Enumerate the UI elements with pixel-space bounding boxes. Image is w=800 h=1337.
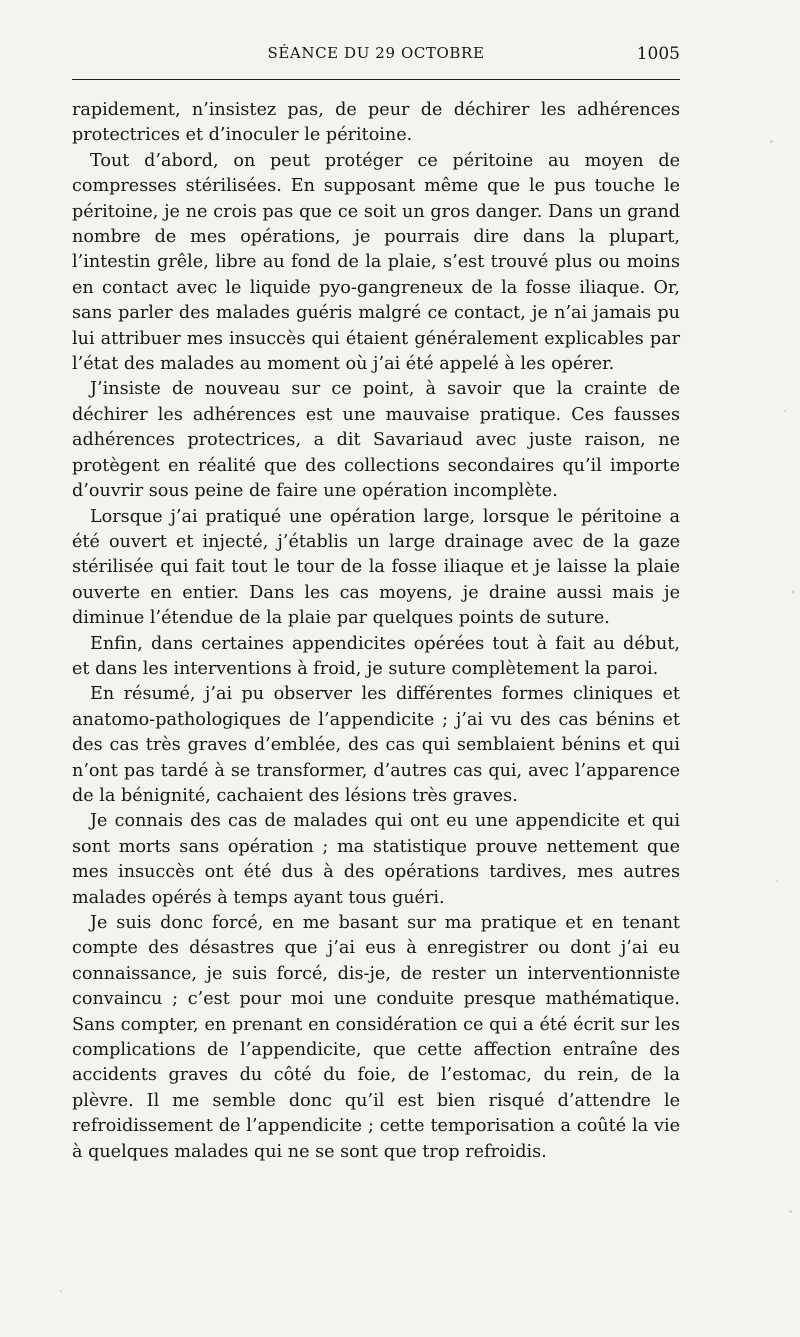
scan-speck xyxy=(789,1210,792,1213)
page-number: 1005 xyxy=(636,44,680,64)
scan-speck xyxy=(770,140,773,143)
scan-speck xyxy=(60,1290,62,1292)
paragraph: Lorsque j’ai pratiqué une opération large, lorsque le péritoine a été ouvert et injecté, j’établis un large drainage avec de la gaze stérilisée qui fait tout le tour de la fosse iliaque et je laisse la plaie ouverte en entier. Dans les cas moyens, je draine aussi mais je diminue l’étendue de la plaie par quelques points de suture. xyxy=(72,506,680,629)
paragraph: Tout d’abord, on peut protéger ce péritoine au moyen de compresses stérilisées. En supposant même que le pus touche le péritoine, je ne crois pas que ce soit un gros danger. Dans un grand nombre de mes opérations, je pourrais dire dans la plupart, l’intestin grêle, libre au fond de la plaie, s’est trouvé plus ou moins en contact avec le liquide pyo-gangreneux de la fosse iliaque. Or, sans parler des malades guéris malgré ce contact, je n’ai jamais pu lui attribuer mes insuccès qui étaient généralement explicables par l’état des malades au moment où j’ai été appelé à les opérer. xyxy=(72,150,680,375)
paragraph: J’insiste de nouveau sur ce point, à savoir que la crainte de déchirer les adhérences est une mauvaise pratique. Ces fausses adhérences protectrices, a dit Savariaud avec juste raison, ne protègent en réalité que des collections secondaires qu’il importe d’ouvrir sous peine de faire une opération incomplète. xyxy=(72,379,680,502)
scan-speck xyxy=(792,590,795,594)
scan-speck xyxy=(784,410,786,412)
paragraph: Je connais des cas de malades qui ont eu une appendicite et qui sont morts sans opération ; ma statistique prouve nettement que mes insuccès ont été dus à des opérations tardives, mes autres malades opérés à temps ayant tous guéri. xyxy=(72,811,680,908)
paragraph: Enfin, dans certaines appendicites opérées tout à fait au début, et dans les interventions à froid, je suture complètement la paroi. xyxy=(72,633,680,679)
scan-speck xyxy=(776,880,778,882)
paragraph: En résumé, j’ai pu observer les différentes formes cliniques et anatomo-pathologiques de l’appendicite ; j’ai vu des cas bénins et des cas très graves d’emblée, des cas qui semblaient bénins et qui n’ont pas tardé à se transformer, d’autres cas qui, avec l’apparence de la bénignité, cachaient des lésions très graves. xyxy=(72,684,680,806)
body-text xyxy=(72,98,680,1165)
header-rule xyxy=(72,79,680,80)
paragraph: Je suis donc forcé, en me basant sur ma pratique et en tenant compte des désastres que j’ai eus à enregistrer ou dont j’ai eu connaissance, je suis forcé, dis-je, de rester un interventionniste convaincu ; c’est pour moi une conduite presque mathématique. Sans compter, en prenant en considération ce qui a été écrit sur les complications de l’appendicite, que cette affection entraîne des accidents graves du côté du foie, de l’estomac, du rein, de la plèvre. Il me semble donc qu’il est bien risqué d’attendre le refroidissement de l’appendicite ; cette temporisation a coûté la vie à quelques malades qui ne se sont que trop refroidis. xyxy=(72,913,680,1162)
paragraph-continued: rapidement, n’insistez pas, de peur de déchirer les adhérences protectrices et d’inoculer le péritoine. xyxy=(72,100,680,146)
running-head xyxy=(72,44,680,72)
running-title: SÉANCE DU 29 OCTOBRE xyxy=(267,44,485,62)
